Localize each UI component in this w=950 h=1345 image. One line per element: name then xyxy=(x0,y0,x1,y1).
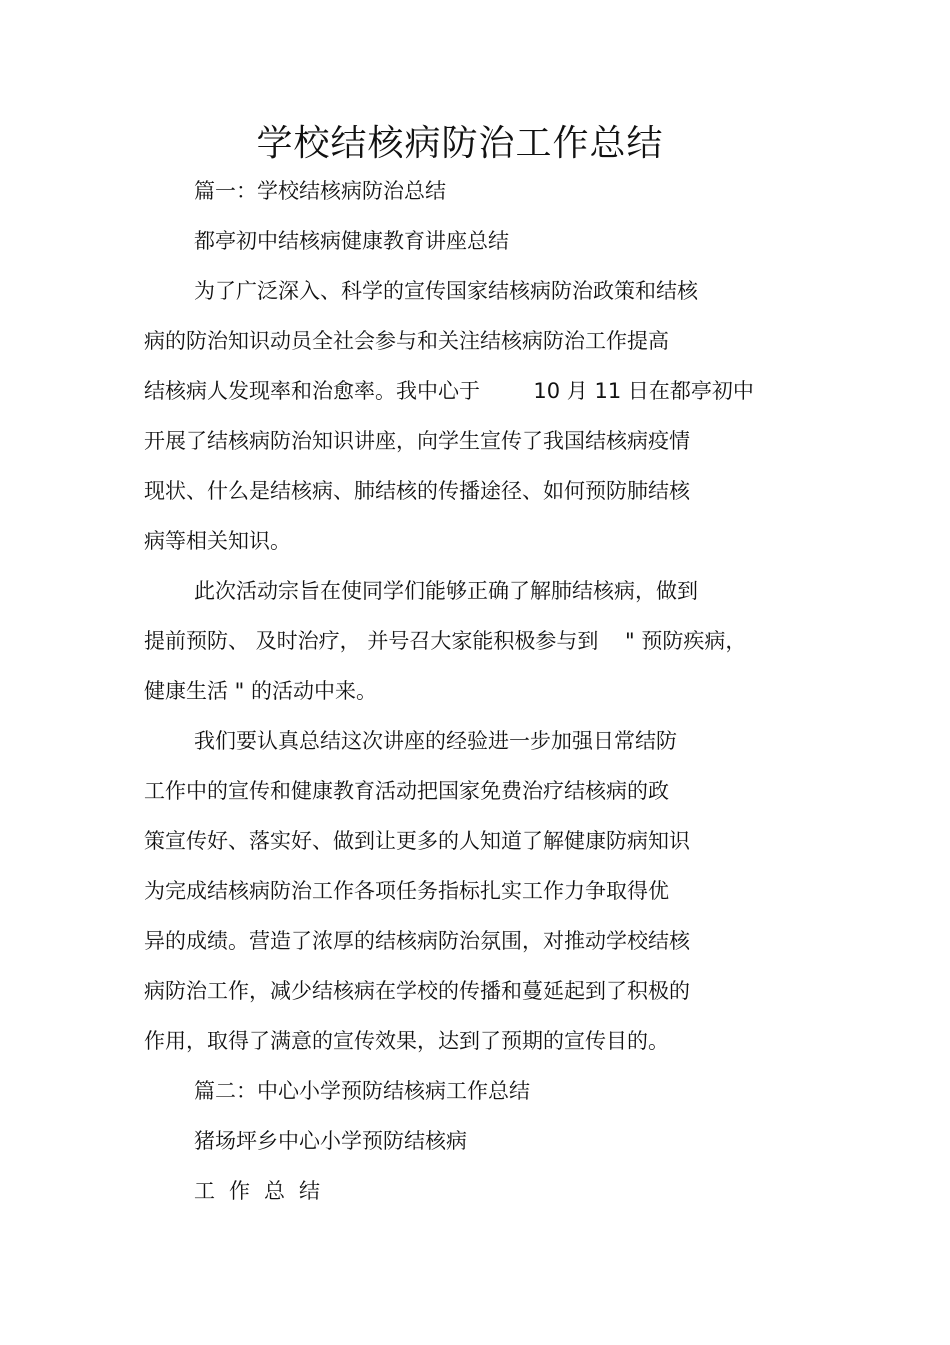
paragraph-line: 病的防治知识动员全社会参与和关注结核病防治工作提高 xyxy=(144,329,669,353)
paragraph-line: 开展了结核病防治知识讲座，向学生宣传了我国结核病疫情 xyxy=(144,429,690,453)
paragraph-line: 结核病人发现率和治愈率。我中心于 10 月 11 日在都亭初中 xyxy=(144,379,754,403)
subheading-1: 都亭初中结核病健康教育讲座总结 xyxy=(194,229,509,253)
paragraph-line: 为了广泛深入、科学的宣传国家结核病防治政策和结核 xyxy=(194,279,698,303)
paragraph-line: 健康生活 " 的活动中来。 xyxy=(144,679,378,703)
paragraph-line: 工作中的宣传和健康教育活动把国家免费治疗结核病的政 xyxy=(144,779,669,803)
paragraph-line: 异的成绩。营造了浓厚的结核病防治氛围，对推动学校结核 xyxy=(144,929,690,953)
paragraph-line: 病等相关知识。 xyxy=(144,529,291,553)
paragraph-line: 病防治工作，减少结核病在学校的传播和蔓延起到了积极的 xyxy=(144,979,690,1003)
subheading-2: 猪场坪乡中心小学预防结核病 xyxy=(194,1129,467,1153)
section-heading-1: 篇一：学校结核病防治总结 xyxy=(194,179,446,203)
paragraph-line: 策宣传好、落实好、做到让更多的人知道了解健康防病知识 xyxy=(144,829,690,853)
paragraph-line: 作用，取得了满意的宣传效果，达到了预期的宣传目的。 xyxy=(144,1029,669,1053)
subheading-3: 工作总结 xyxy=(194,1179,334,1203)
paragraph-line: 现状、什么是结核病、肺结核的传播途径、如何预防肺结核 xyxy=(144,479,690,503)
paragraph-line: 此次活动宗旨在使同学们能够正确了解肺结核病，做到 xyxy=(194,579,698,603)
section-heading-2: 篇二：中心小学预防结核病工作总结 xyxy=(194,1079,530,1103)
document-title: 学校结核病防治工作总结 xyxy=(256,123,664,164)
paragraph-line: 我们要认真总结这次讲座的经验进一步加强日常结防 xyxy=(194,729,677,753)
paragraph-line: 为完成结核病防治工作各项任务指标扎实工作力争取得优 xyxy=(144,879,669,903)
paragraph-line: 提前预防、 及时治疗， 并号召大家能积极参与到 " 预防疾病， xyxy=(144,629,747,653)
